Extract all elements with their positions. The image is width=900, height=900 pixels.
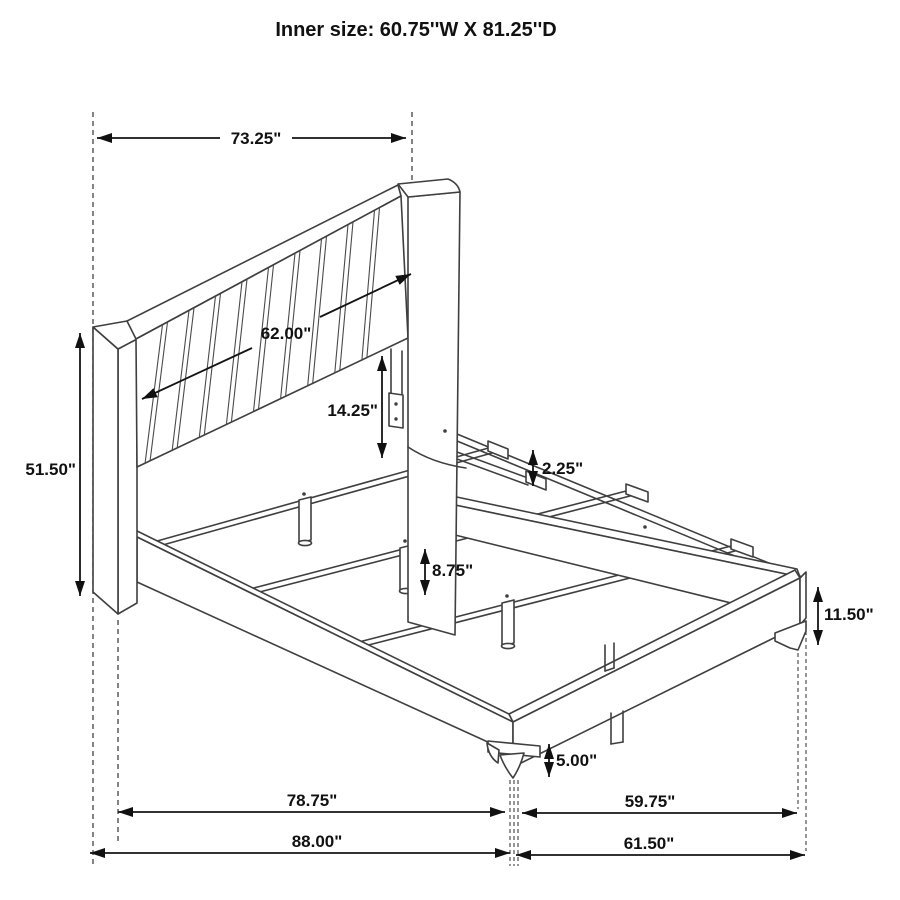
dimension-label: 88.00" xyxy=(291,832,343,851)
dimension-overall-depth xyxy=(90,832,510,853)
dimension-label: 2.25" xyxy=(542,459,584,478)
rail-end-cap xyxy=(731,539,753,557)
foot-rail-outer-face xyxy=(513,578,800,765)
dimension-label: 73.25" xyxy=(230,129,282,148)
screw-dot xyxy=(505,594,509,598)
rail-end-cap xyxy=(626,484,648,502)
support-leg-1 xyxy=(299,497,312,546)
left-post-front-face xyxy=(93,327,118,614)
dimension-label: 14.25" xyxy=(327,401,378,420)
dimension-overall-width xyxy=(516,834,805,855)
front-leg-spade xyxy=(500,753,524,778)
screw-dot xyxy=(302,492,306,496)
dimension-label: 51.50" xyxy=(25,460,76,479)
dimension-headboard-height xyxy=(25,333,80,596)
diagram-title: Inner size: 60.75''W X 81.25''D xyxy=(275,19,557,41)
dimension-label: 62.00" xyxy=(260,324,312,343)
dimension-label: 59.75" xyxy=(624,792,676,811)
front-left-leg xyxy=(487,741,540,778)
support-leg-3 xyxy=(502,600,515,649)
dimension-headboard-width xyxy=(97,129,406,148)
screw-dot xyxy=(443,429,447,433)
dimension-label: 5.00" xyxy=(556,751,598,770)
dimension-side-rail-height xyxy=(818,587,874,645)
dimension-label: 78.75" xyxy=(286,791,338,810)
dimension-width-rail-span xyxy=(522,792,797,813)
dimension-label: 61.50" xyxy=(623,834,675,853)
dimension-label: 11.50" xyxy=(824,605,874,624)
right-corner-edge xyxy=(800,572,806,625)
dimension-depth-rail-span xyxy=(118,791,505,812)
rail-end-cap xyxy=(488,441,508,459)
screw-dot xyxy=(643,525,647,529)
dimension-label: 8.75" xyxy=(432,561,474,580)
headboard-bracket xyxy=(389,349,403,428)
bed-frame xyxy=(133,496,806,778)
headboard-left-post xyxy=(93,321,137,614)
screw-dot xyxy=(403,539,407,543)
left-post-side-face xyxy=(118,339,137,614)
dimension-front-leg-height xyxy=(549,744,597,777)
